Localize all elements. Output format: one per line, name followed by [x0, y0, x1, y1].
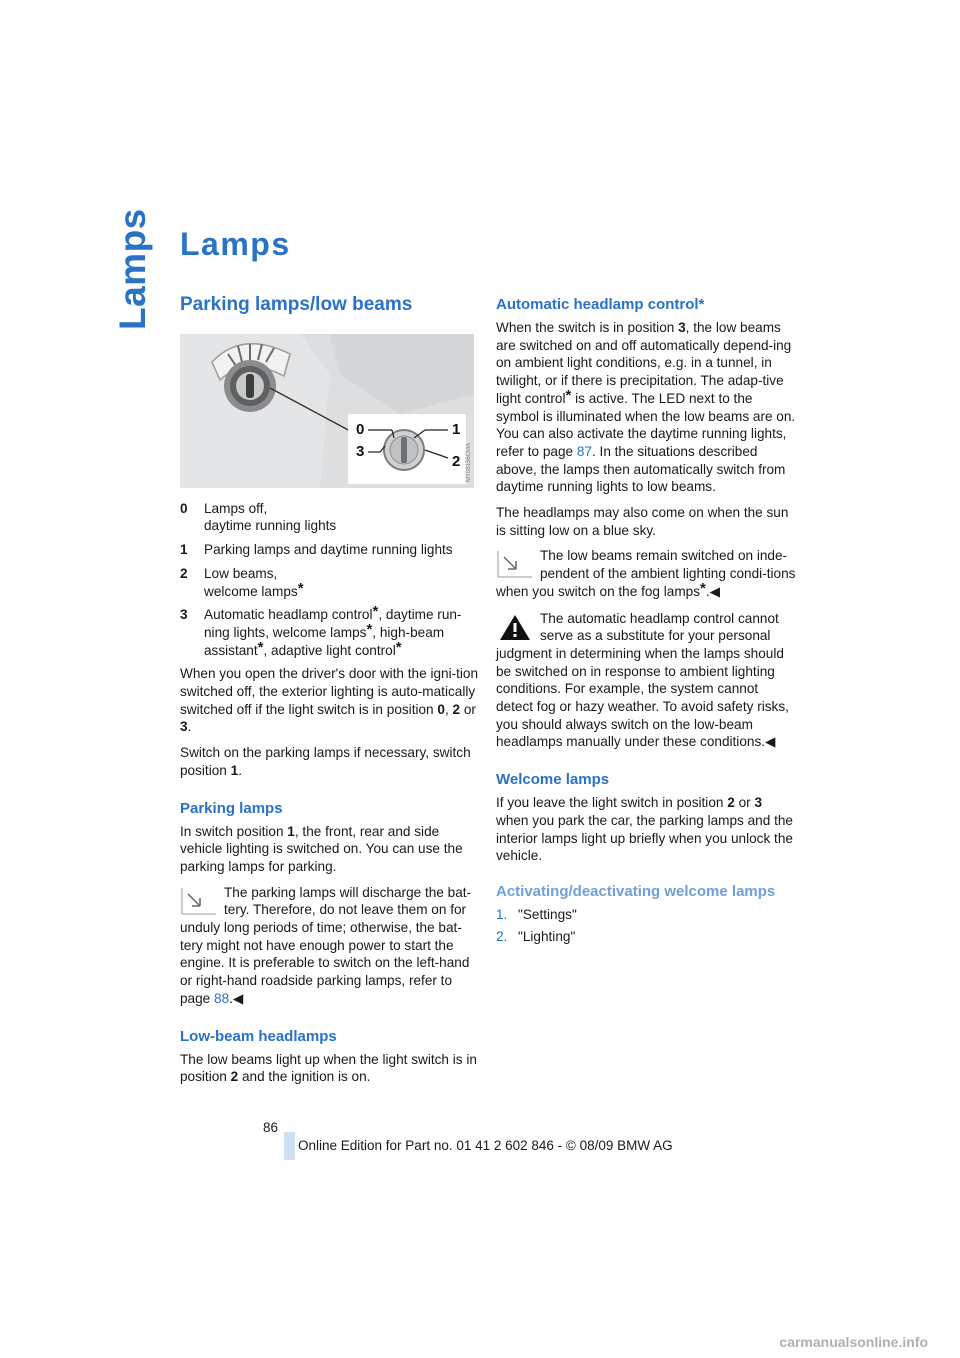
page-title: Lamps	[180, 226, 291, 262]
figure-code: MY08156CMA	[466, 442, 472, 482]
side-tab: Lamps	[112, 208, 153, 330]
low-beam-paragraph: The low beams light up when the light switch is in position 2 and the ignition is on.	[180, 1051, 477, 1085]
watermark: carmanualsonline.info	[779, 1334, 928, 1350]
page-87-link[interactable]: 87	[576, 443, 592, 459]
steps-list	[496, 906, 796, 945]
light-switch-figure	[180, 334, 474, 488]
callout-3: 3	[356, 442, 365, 460]
legend	[180, 500, 480, 660]
callout-0: 0	[356, 420, 365, 438]
legend-item: 0 Lamps off, daytime running lights	[180, 500, 337, 534]
callout-2: 2	[452, 452, 461, 470]
safety-warning-note: The automatic headlamp control cannot serve as a substitute for your personal judgment in determining when the lamps should be switched on in response to ambient lighting conditions. For example, the system cannot detect fog or hazy weather. To avoid safety risks, you should always switch on the low-beam headlamps manually under these conditions.◀	[496, 610, 789, 750]
note-arrow-icon	[496, 549, 534, 579]
parking-note: The parking lamps will discharge the bat-tery. Therefore, do not leave them on for unduly long periods of time; otherwise, the bat-tery might not have enough power to start the engine. It is preferable to switch on the left-hand or right-hand roadside parking lamps, refer to page 88.◀	[180, 884, 472, 1006]
fog-lamp-note: The low beams remain switched on inde-pendent of the ambient lighting condi-tions when you switch on the fog lamps*.◀	[496, 548, 796, 599]
parking-lamps-paragraph: In switch position 1, the front, rear and side vehicle lighting is switched on. You can use the parking lamps for parking.	[180, 823, 463, 874]
legend-item: 1 Parking lamps and daytime running lights	[180, 542, 453, 558]
footer-text: Online Edition for Part no. 01 41 2 602 846 - © 08/09 BMW AG	[298, 1138, 673, 1153]
low-sun-paragraph: The headlamps may also come on when the sun is sitting low on a blue sky.	[496, 505, 789, 538]
list-item: 2. "Lighting"	[496, 928, 576, 944]
welcome-lamps-heading: Welcome lamps	[496, 771, 610, 789]
activate-welcome-heading: Activating/deactivating welcome lamps	[496, 882, 776, 900]
welcome-lamps-paragraph: If you leave the light switch in position 2 or 3 when you park the car, the parking lamps and the interior lamps light up briefly when you unlock the vehicle.	[496, 795, 793, 864]
parking-lamps-heading: Parking lamps	[180, 799, 283, 817]
list-item: 1. "Settings"	[496, 906, 577, 922]
page-88-link[interactable]: 88	[214, 990, 230, 1006]
footer-bar	[284, 1132, 295, 1160]
auto-off-paragraph: When you open the driver's door with the igni-tion switched off, the exterior lighting is auto-matically switched off if the light switch is in position 0, 2 or 3.	[180, 666, 479, 735]
note-arrow-icon	[180, 886, 218, 916]
callout-1: 1	[452, 420, 461, 438]
section-title: Parking lamps/low beams	[180, 294, 413, 315]
light-switch-illustration	[180, 334, 474, 488]
auto-headlamp-heading: Automatic headlamp control*	[496, 296, 705, 313]
warning-icon	[496, 612, 534, 642]
legend-item: 3 Automatic headlamp control*, daytime run-ning lights, welcome lamps*, high-beam assistant*, adaptive light control*	[180, 603, 462, 658]
switch-on-paragraph: Switch on the parking lamps if necessary, switch position 1.	[180, 745, 471, 778]
low-beam-heading: Low-beam headlamps	[180, 1027, 337, 1045]
left-column	[180, 290, 480, 1094]
auto-headlamp-paragraph: When the switch is in position 3, the low beams are switched on and off automatically depend-ing on ambient light conditions, e.g. in a tunnel, in twilight, or if there is precipitation. The adap-tive light control* is active. The LED next to the symbol is illuminated when the low beams are on. You can also activate the daytime running lights, refer to page 87. In the situations described above, the lamps then automatically switch from daytime running lights to low beams.	[496, 320, 796, 495]
legend-item: 2 Low beams, welcome lamps*	[180, 565, 304, 599]
right-column	[496, 290, 796, 949]
page-number: 86	[263, 1120, 279, 1135]
